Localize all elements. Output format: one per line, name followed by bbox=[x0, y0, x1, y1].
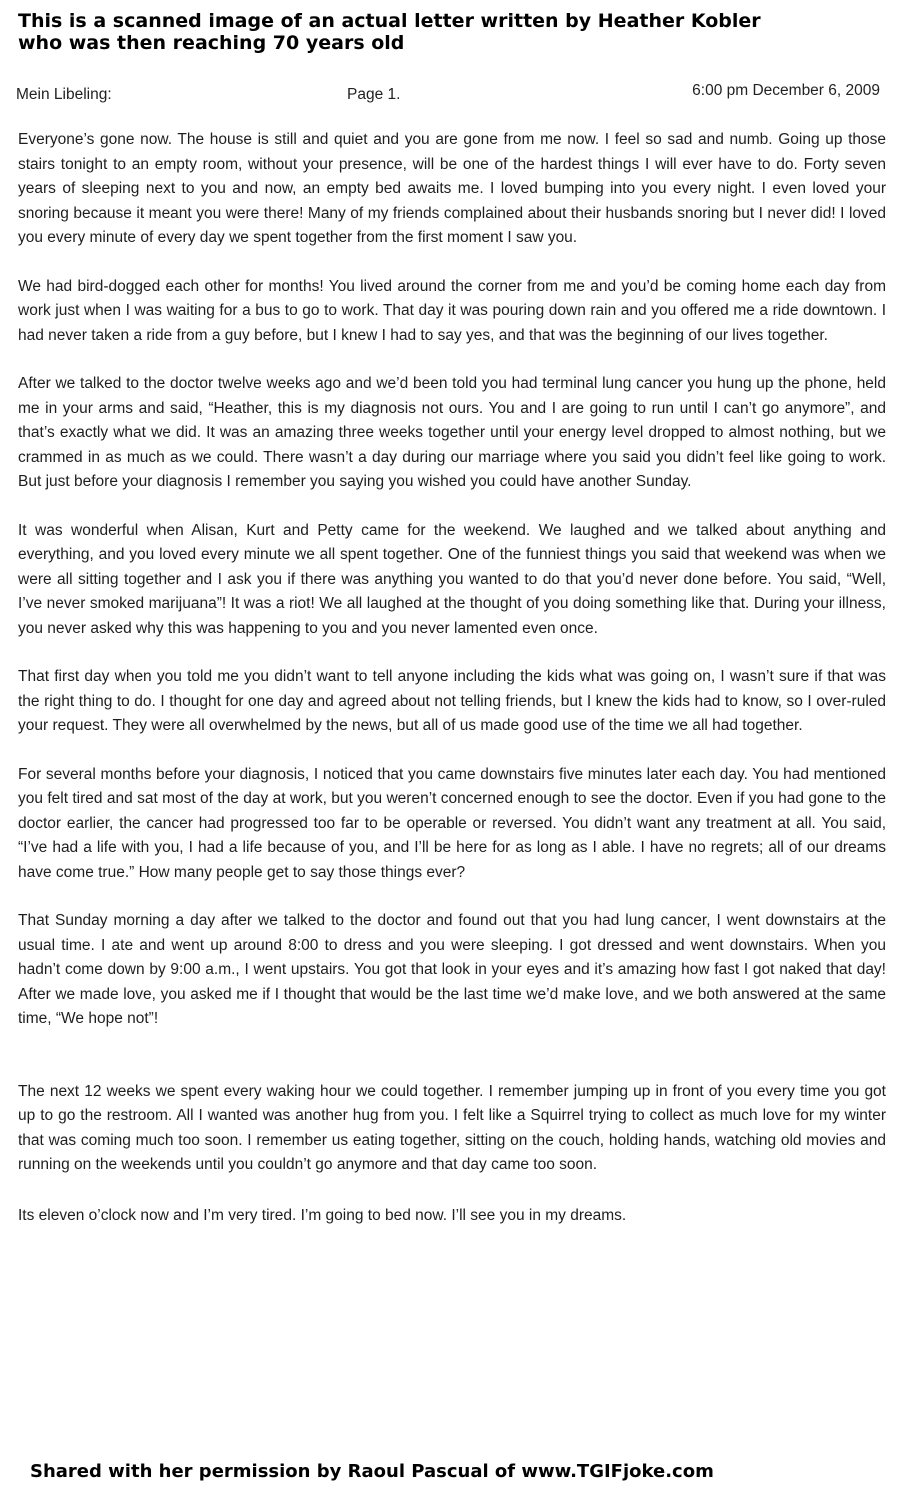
paragraph-8: The next 12 weeks we spent every waking hour we could together. I remember jumping up in front of you every time you got up to go the restroom. All I wanted was another hug from you. I felt like a Squirrel trying to collect as much love for my winter that was coming much too soon. I remember us eating together, sitting on the couch, holding hands, watching old movies and running on the weekends until you couldn’t go anymore and that day came too soon. bbox=[18, 1082, 886, 1173]
salutation: Mein Libeling: bbox=[16, 86, 112, 103]
paragraph-1: Everyone’s gone now. The house is still and quiet and you are gone from me now. I feel so sad and numb. Going up those stairs tonight to an empty room, without your presence, will be one of the hardest things I will ever have to do. Forty seven years of sleeping next to you and now, an empty bed awaits me. I loved bumping into you every night. I even loved your snoring because it meant you were there! Many of my friends complained about their husbands snoring but I never did! I loved you every minute of every day we spent together from the first moment I saw you. bbox=[18, 131, 886, 246]
paragraph-4: It was wonderful when Alisan, Kurt and Petty came for the weekend. We laughed and we talked about anything and everything, and you loved every minute we all spent together. One of the funniest things you said that weekend was when we were all sitting together and I ask you if there was anything you wanted to do that you’d never done before. You said, “Well, I’ve never smoked marijuana”! It was a riot! We all laughed at the thought of you doing something like that. During your illness, you never asked why this was happening to you and you never lamented even once. bbox=[18, 521, 886, 637]
letter-header bbox=[16, 82, 886, 108]
paragraph-3: After we talked to the doctor twelve weeks ago and we’d been told you had terminal lung cancer you hung up the phone, held me in your arms and said, “Heather, this is my diagnosis not ours. You and I are going to run until I can’t go anymore”, and that’s exactly what we did. It was an amazing three weeks together until your energy level dropped to almost nothing, but we crammed in as much as we could. There wasn’t a day during our marriage where you said you didn’t feel like going to work. But just before your diagnosis I remember you saying you wished you could have another Sunday. bbox=[18, 375, 886, 490]
paragraph-6: For several months before your diagnosis, I noticed that you came downstairs five minutes later each day. You had mentioned you felt tired and sat most of the day at work, but you weren’t concerned enough to see the doctor. Even if you had gone to the doctor earlier, the cancer had progressed too far to be operable or reversed. You didn’t want any treatment at all. You said, “I’ve had a life with you, I had a life because of you, and I’ll be here for as long as I able. I have no regrets; all of our dreams have come true.” How many people get to say those things ever? bbox=[18, 765, 886, 881]
paragraph-7: That Sunday morning a day after we talked to the doctor and found out that you had lung cancer, I went downstairs at the usual time. I ate and went up around 8:00 to dress and you were sleeping. I got dressed and went downstairs. When you hadn’t come down by 9:00 a.m., I went upstairs. You got that look in your eyes and it’s amazing how fast I got naked that day! After we made love, you asked me if I thought that would be the last time we’d make love, and we both answered at the same time, “We hope not”! bbox=[18, 912, 886, 1027]
caption-bottom: Shared with her permission by Raoul Pascual of www.TGIFjoke.com bbox=[30, 1461, 714, 1482]
letter-body bbox=[18, 128, 886, 1252]
caption-top-line-2: who was then reaching 70 years old bbox=[18, 32, 405, 54]
paragraph-5: That first day when you told me you didn’t want to tell anyone including the kids what was going on, I wasn’t sure if that was the right thing to do. I thought for one day and agreed about not telling friends, but I knew the kids had to know, so I over-ruled your request. They were all overwhelmed by the news, but all of us made good use of the time we all had together. bbox=[18, 668, 886, 734]
letter-date: 6:00 pm December 6, 2009 bbox=[692, 82, 880, 99]
caption-top-line-1: This is a scanned image of an actual letter written by Heather Kobler bbox=[18, 10, 761, 32]
paragraph-9: Its eleven o’clock now and I’m very tired. I’m going to bed now. I’ll see you in my dreams. bbox=[18, 1206, 627, 1224]
page-number: Page 1. bbox=[347, 86, 401, 103]
paragraph-2: We had bird-dogged each other for months! You lived around the corner from me and you’d be coming home each day from work just when I was waiting for a bus to go to work. That day it was pouring down rain and you offered me a ride downtown. I had never taken a ride from a guy before, but I knew I had to say yes, and that was the beginning of our lives together. bbox=[18, 277, 886, 344]
caption-top bbox=[18, 10, 898, 54]
